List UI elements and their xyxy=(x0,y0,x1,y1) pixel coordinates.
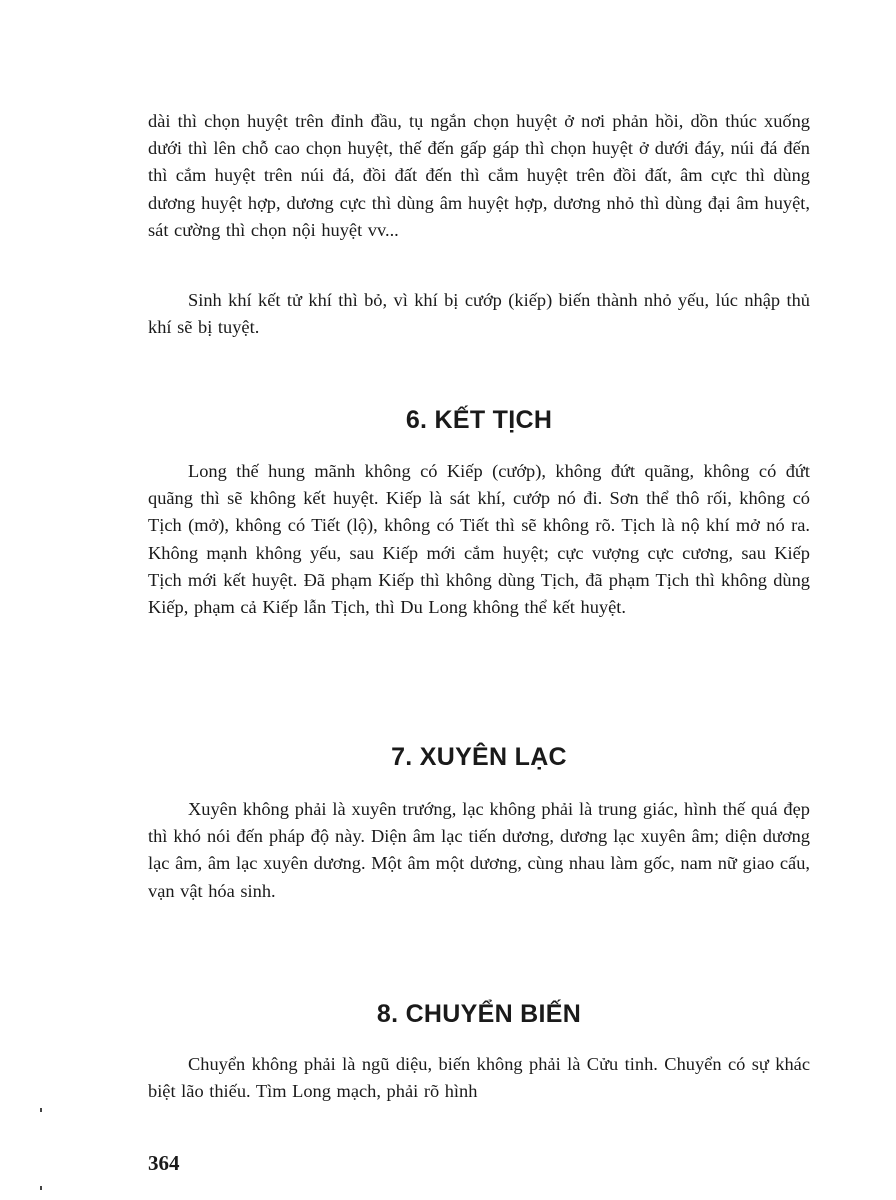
page-number: 364 xyxy=(148,1151,180,1175)
scan-speck xyxy=(40,1186,42,1190)
paragraph-chuyen-bien: Chuyển không phải là ngũ diệu, biến không phải là Cửu tinh. Chuyển có sự khác biệt lão thiếu. Tìm Long mạch, phải rõ hình xyxy=(148,1054,810,1102)
paragraph-continuation: dài thì chọn huyệt trên đỉnh đầu, tụ ngắn chọn huyệt ở nơi phản hồi, dồn thúc xuống dưới thì lên chỗ cao chọn huyệt, thế đến gấp gáp thì chọn huyệt ở dưới đáy, núi đá đến thì cắm huyệt trên núi đá, đồi đất đến thì cắm huyệt trên đồi đất, âm cực thì dùng dương huyệt hợp, dương cực thì dùng âm huyệt hợp, dương nhỏ thì dùng đại âm huyệt, sát cường thì chọn nội huyệt vv... xyxy=(148,111,810,240)
section-heading-xuyen-lac: 7. XUYÊN LẠC xyxy=(391,743,567,771)
scan-speck xyxy=(40,1108,42,1112)
paragraph-sinh-khi: Sinh khí kết tử khí thì bỏ, vì khí bị cướp (kiếp) biến thành nhỏ yếu, lúc nhập thủ khí sẽ bị tuyệt. xyxy=(148,290,810,338)
paragraph-xuyen-lac: Xuyên không phải là xuyên trướng, lạc không phải là trung giác, hình thế quá đẹp thì khó nói đến pháp độ này. Diện âm lạc tiến dương, dương lạc xuyên âm; diện dương lạc âm, âm lạc xuyên dương. Một âm một dương, cùng nhau làm gốc, nam nữ giao cấu, vạn vật hóa sinh. xyxy=(148,799,810,901)
section-heading-chuyen-bien: 8. CHUYỂN BIẾN xyxy=(376,1000,582,1028)
section-heading-ket-tich: 6. KẾT TỊCH xyxy=(405,406,553,434)
paragraph-ket-tich: Long thế hung mãnh không có Kiếp (cướp), không đứt quãng, không có đứt quãng thì sẽ không kết huyệt. Kiếp là sát khí, cướp nó đi. Sơn thể thô rối, không có Tịch (mở), không có Tiết (lộ), không có Tiết thì sẽ không rõ. Tịch là nộ khí mở nó ra. Không mạnh không yếu, sau Kiếp mới cắm huyệt; cực vượng cực cương, sau Kiếp Tịch mới kết huyệt. Đã phạm Kiếp thì không dùng Tịch, đã phạm Tịch thì không dùng Kiếp, phạm cả Kiếp lẫn Tịch, thì Du Long không thể kết huyệt. xyxy=(148,461,810,618)
